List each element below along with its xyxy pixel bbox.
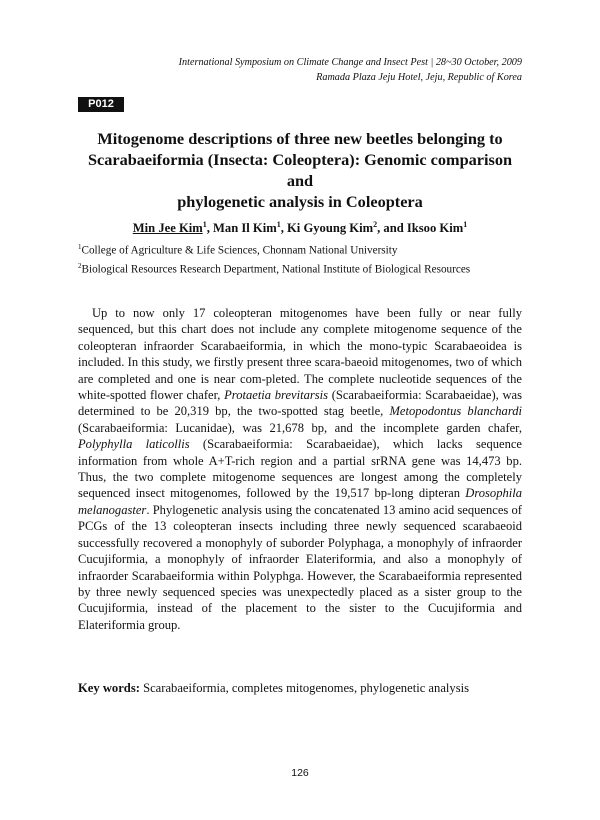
author-separator: , and bbox=[377, 221, 407, 236]
affiliation-1: $^1$College of Agriculture & Life Sciences, Chonnam National University bbox=[78, 243, 398, 257]
species-name: Metopodontus blanchardi bbox=[389, 404, 522, 419]
title-line-1: Mitogenome descriptions of three new beetles belonging to bbox=[97, 129, 503, 148]
poster-id-badge: P012 bbox=[78, 97, 124, 112]
species-name: Protaetia brevitarsis bbox=[224, 388, 328, 403]
author-presenting: Min Jee Kim bbox=[132, 221, 203, 236]
author-affil-mark: 1 bbox=[276, 220, 281, 229]
author-affil-mark: 1 bbox=[463, 220, 468, 229]
species-name: Polyphylla laticollis bbox=[78, 437, 190, 452]
keywords bbox=[78, 680, 522, 696]
header-line-2: Ramada Plaza Jeju Hotel, Jeju, Republic of Korea bbox=[316, 72, 522, 83]
keywords-text: Scarabaeiformia, completes mitogenomes, phylogenetic analysis bbox=[139, 681, 470, 695]
affiliation-2: $^2$Biological Resources Research Department, National Institute of Biological Resources bbox=[78, 261, 471, 276]
affiliations bbox=[78, 240, 528, 277]
author-name: Man Il Kim bbox=[213, 221, 277, 236]
author-list bbox=[78, 220, 522, 236]
author-affil-mark: 2 bbox=[373, 220, 378, 229]
species-name: Drosophila melanogaster bbox=[78, 486, 522, 517]
author-name: Iksoo Kim bbox=[406, 221, 464, 236]
author-separator: , bbox=[280, 221, 288, 236]
title-line-2: Scarabaeiformia (Insecta: Coleoptera): Genomic comparison and bbox=[87, 150, 513, 190]
abstract-body: Up to now only 17 coleopteran mitogenomes have been fully or near fully sequenced, but this chart does not include any complete mitogenome sequence of the coleopteran infraorder Scarabaeiformia, in which the mono-typic Scarabaeoidea is included. In this study, we firstly present three scara-baeoid mitogenomes, two of which are completed and one is near com-pleted. The complete nucleotide sequences of the white-spotted flower chafer, Protaetia brevitarsis (Scarabaeiformia: Scarabaeidae), was determined to be 20,319 bp, the two-spotted stag beetle, Metopodontus blanchardi (Scarabaeiformia: Lucanidae), was 21,678 bp, and the incomplete garden chafer, Polyphylla laticollis (Scarabaeiformia: Scarabaeidae), which lacks sequence information from whole A+T-rich region and a partial srRNA gene was 14,473 bp. Thus, the two complete mitogenome sequences are longest among the completely sequenced insect mitogenomes, followed by the 19,517 bp-long dipteran Drosophila melanogaster. Phylogenetic analysis using the concatenated 13 amino acid sequences of PCGs of the 13 coleopteran insects including three newly sequenced scarabaeoid successfully recovered a monophyly of suborder Polyphaga, a monophyly of infraorder Cucujiformia, a monophyly of infraorder Elateriformia, and also a monophyly of infraorder Scarabaeiformia within Polyphga. However, the Scarabaeiformia represented by three newly sequenced species was unexpectedly placed as a sister group to the Cucujiformia, instead of the placement to the sister to the Cucujiformia and Elateriformia group. bbox=[78, 306, 522, 632]
title-line-3: phylogenetic analysis in Coleoptera bbox=[177, 192, 423, 211]
page-number: 126 bbox=[291, 767, 309, 779]
author-name: Ki Gyoung Kim bbox=[287, 221, 374, 236]
header-line-1: International Symposium on Climate Change and Insect Pest | 28~30 October, 2009 bbox=[178, 57, 522, 68]
paper-title bbox=[78, 128, 522, 212]
author-separator: , bbox=[206, 221, 214, 236]
author-affil-mark: 1 bbox=[202, 220, 207, 229]
keywords-label: Key words: bbox=[78, 681, 140, 695]
conference-header bbox=[179, 55, 522, 85]
